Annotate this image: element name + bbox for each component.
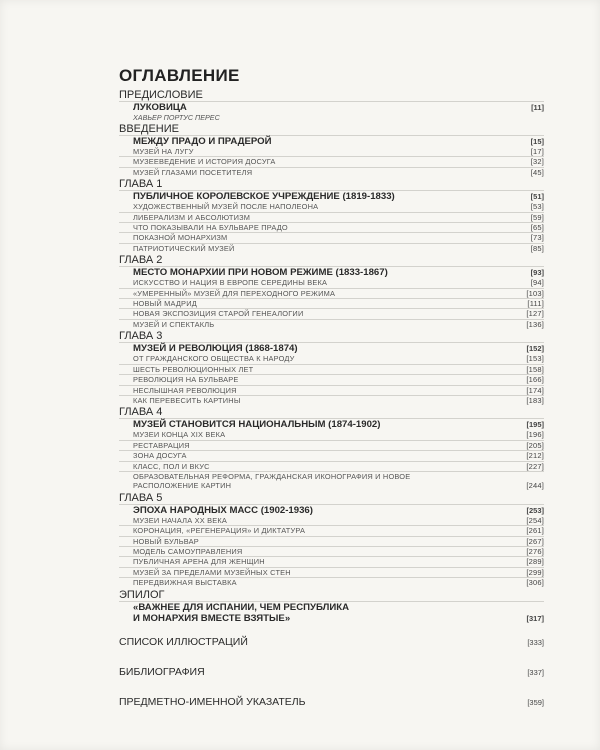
toc-subentry[interactable] <box>119 213 544 223</box>
chapter-entry[interactable] <box>119 419 544 430</box>
toc-subentry[interactable] <box>119 472 544 481</box>
page-number: [136] <box>526 319 544 329</box>
toc-subentry[interactable] <box>119 481 544 490</box>
toc-subentry[interactable] <box>119 462 544 472</box>
page-number: [333] <box>527 637 544 647</box>
subentry-title: МУЗЕЙ ЗА ПРЕДЕЛАМИ МУЗЕЙНЫХ СТЕН <box>133 567 291 577</box>
chapter-entry[interactable] <box>119 102 544 113</box>
subentry-title: НОВЫЙ МАДРИД <box>133 299 197 309</box>
section-label: ГЛАВА 5 <box>119 492 544 505</box>
subentry-title: МУЗЕЙ ГЛАЗАМИ ПОСЕТИТЕЛЯ <box>133 167 253 177</box>
toc-subentry[interactable] <box>119 557 544 567</box>
subentry-title: МУЗЕИ НАЧАЛА XX ВЕКА <box>133 515 227 525</box>
spacer <box>119 648 544 666</box>
subentry-title: ШЕСТЬ РЕВОЛЮЦИОННЫХ ЛЕТ <box>133 364 254 374</box>
subentry-title: МУЗЕЙ И СПЕКТАКЛЬ <box>133 319 215 329</box>
toc-subentry[interactable] <box>119 289 544 299</box>
subentry-title: ПАТРИОТИЧЕСКИЙ МУЗЕЙ <box>133 243 235 253</box>
backmatter-entry[interactable] <box>119 666 544 678</box>
backmatter-title: ПРЕДМЕТНО-ИМЕННОЙ УКАЗАТЕЛЬ <box>119 695 306 708</box>
page-number: [317] <box>526 613 544 623</box>
page-number: [127] <box>526 309 544 319</box>
page-number: [244] <box>526 481 544 491</box>
page-number: [111] <box>527 299 544 309</box>
page-number: [93] <box>530 268 544 278</box>
chapter-entry[interactable] <box>119 505 544 516</box>
subentry-title: ПОКАЗНОЙ МОНАРХИЗМ <box>133 233 228 243</box>
subentry-title: ПУБЛИЧНАЯ АРЕНА ДЛЯ ЖЕНЩИН <box>133 557 265 567</box>
backmatter-entry[interactable] <box>119 696 544 708</box>
chapter-title: МЕСТО МОНАРХИИ ПРИ НОВОМ РЕЖИМЕ (1833-1867) <box>133 267 388 279</box>
page-number: [267] <box>526 536 544 546</box>
page-number: [212] <box>526 451 544 461</box>
page-number: [299] <box>526 567 544 577</box>
subentry-title: ЗОНА ДОСУГА <box>133 451 187 461</box>
page-number: [59] <box>530 212 544 222</box>
page-number: [94] <box>530 278 544 288</box>
toc-subentry[interactable] <box>119 386 544 396</box>
toc-subentry[interactable] <box>119 168 544 177</box>
page-number: [261] <box>526 526 544 536</box>
section-label: ГЛАВА 4 <box>119 406 544 419</box>
subentry-title: ОБРАЗОВАТЕЛЬНАЯ РЕФОРМА, ГРАЖДАНСКАЯ ИКОНОГРАФИЯ И НОВОЕ <box>133 471 411 481</box>
chapter-entry[interactable] <box>119 136 544 147</box>
page-number: [153] <box>526 354 544 364</box>
page-number: [183] <box>526 395 544 405</box>
toc-subentry[interactable] <box>119 157 544 167</box>
toc-subentry[interactable] <box>119 537 544 547</box>
page-number: [15] <box>530 137 544 146</box>
subentry-title: ХУДОЖЕСТВЕННЫЙ МУЗЕЙ ПОСЛЕ НАПОЛЕОНА <box>133 202 319 212</box>
chapter-entry[interactable] <box>119 191 544 202</box>
toc-subentry[interactable] <box>119 375 544 385</box>
chapter-title: ЭПОХА НАРОДНЫХ МАСС (1902-1936) <box>133 504 313 516</box>
subentry-title: МОДЕЛЬ САМОУПРАВЛЕНИЯ <box>133 546 243 556</box>
page-number: [53] <box>530 202 544 212</box>
toc-subentry[interactable] <box>119 223 544 233</box>
backmatter-entry[interactable] <box>119 636 544 648</box>
subentry-title: «УМЕРЕННЫЙ» МУЗЕЙ ДЛЯ ПЕРЕХОДНОГО РЕЖИМА <box>133 288 336 298</box>
toc-subentry[interactable] <box>119 441 544 451</box>
chapter-title: МЕЖДУ ПРАДО И ПРАДЕРОЙ <box>133 136 272 147</box>
page-number: [17] <box>530 147 544 156</box>
page-number: [85] <box>530 243 544 253</box>
page-number: [11] <box>531 103 544 112</box>
page-number: [254] <box>526 515 544 525</box>
spacer <box>119 624 544 636</box>
subentry-title: РЕСТАВРАЦИЯ <box>133 440 190 450</box>
chapter-title: МУЗЕЙ И РЕВОЛЮЦИЯ (1868-1874) <box>133 343 298 355</box>
section-label: ГЛАВА 1 <box>119 178 544 191</box>
page-number: [103] <box>526 288 544 298</box>
table-of-contents <box>119 66 544 708</box>
subentry-title: НОВЫЙ БУЛЬВАР <box>133 536 199 546</box>
toc-subentry[interactable] <box>119 547 544 557</box>
page-number: [65] <box>530 223 544 233</box>
page-number: [253] <box>526 505 544 515</box>
spacer <box>119 678 544 696</box>
page-number: [227] <box>526 461 544 471</box>
toc-subentry[interactable] <box>119 430 544 440</box>
subentry-title: КАК ПЕРЕВЕСИТЬ КАРТИНЫ <box>133 395 241 405</box>
toc-subentry[interactable] <box>119 578 544 587</box>
chapter-title: ЛУКОВИЦА <box>133 102 187 113</box>
chapter-entry[interactable] <box>119 613 544 624</box>
page-number: [158] <box>526 364 544 374</box>
page-number: [51] <box>530 192 544 202</box>
toc-subentry[interactable] <box>119 516 544 526</box>
toc-subentry[interactable] <box>119 278 544 288</box>
page-number: [166] <box>526 375 544 385</box>
subentry-title: КЛАСС, ПОЛ И ВКУС <box>133 461 210 471</box>
page-number: [73] <box>530 233 544 243</box>
page-number: [32] <box>530 157 544 167</box>
chapter-title: МУЗЕЙ СТАНОВИТСЯ НАЦИОНАЛЬНЫМ (1874-1902) <box>133 419 381 431</box>
section-label: ВВЕДЕНИЕ <box>119 123 544 136</box>
toc-subentry[interactable] <box>119 354 544 364</box>
toc-subentry[interactable] <box>119 309 544 319</box>
toc-subentry[interactable] <box>119 451 544 461</box>
page-number: [205] <box>526 440 544 450</box>
section-label: ГЛАВА 3 <box>119 330 544 343</box>
chapter-entry[interactable] <box>119 267 544 278</box>
page-number: [289] <box>526 557 544 567</box>
subentry-title: ЛИБЕРАЛИЗМ И АБСОЛЮТИЗМ <box>133 212 251 222</box>
subentry-title: МУЗЕЕВЕДЕНИЕ И ИСТОРИЯ ДОСУГА <box>133 157 276 167</box>
backmatter-title: СПИСОК ИЛЛЮСТРАЦИЙ <box>119 635 248 648</box>
toc-heading: ОГЛАВЛЕНИЕ <box>119 66 240 85</box>
toc-subentry[interactable] <box>119 526 544 536</box>
subentry-title: ПЕРЕДВИЖНАЯ ВЫСТАВКА <box>133 578 237 588</box>
subentry-title: НЕСЛЫШНАЯ РЕВОЛЮЦИЯ <box>133 385 237 395</box>
subentry-title: НОВАЯ ЭКСПОЗИЦИЯ СТАРОЙ ГЕНЕАЛОГИИ <box>133 309 304 319</box>
toc-subentry[interactable] <box>119 299 544 309</box>
chapter-title: ПУБЛИЧНОЕ КОРОЛЕВСКОЕ УЧРЕЖДЕНИЕ (1819-1833) <box>133 191 395 203</box>
author-name: ХАВЬЕР ПОРТУС ПЕРЕС <box>133 113 220 122</box>
page-number: [152] <box>526 344 544 354</box>
backmatter-title: БИБЛИОГРАФИЯ <box>119 665 205 678</box>
toc-subentry[interactable] <box>119 233 544 243</box>
subentry-title: ИСКУССТВО И НАЦИЯ В ЕВРОПЕ СЕРЕДИНЫ ВЕКА <box>133 278 328 288</box>
toc-subentry[interactable] <box>119 244 544 253</box>
toc-subentry[interactable] <box>119 365 544 375</box>
chapter-entry[interactable] <box>119 343 544 354</box>
toc-subentry[interactable] <box>119 202 544 212</box>
subentry-title: РЕВОЛЮЦИЯ НА БУЛЬВАРЕ <box>133 375 239 385</box>
section-label: ЭПИЛОГ <box>119 589 544 602</box>
subentry-title: МУЗЕЙ НА ЛУГУ <box>133 147 194 156</box>
epilogue-title-line[interactable]: «ВАЖНЕЕ ДЛЯ ИСПАНИИ, ЧЕМ РЕСПУБЛИКА <box>133 601 350 613</box>
subentry-title: ЧТО ПОКАЗЫВАЛИ НА БУЛЬВАРЕ ПРАДО <box>133 223 288 233</box>
chapter-title: И МОНАРХИЯ ВМЕСТЕ ВЗЯТЫЕ» <box>133 612 291 624</box>
page-number: [337] <box>527 667 544 677</box>
subentry-title: КОРОНАЦИЯ, «РЕГЕНЕРАЦИЯ» И ДИКТАТУРА <box>133 526 306 536</box>
toc-subentry[interactable] <box>119 320 544 329</box>
page-number: [306] <box>526 578 544 588</box>
page-number: [195] <box>526 420 544 430</box>
page-number: [45] <box>530 167 544 177</box>
subentry-title: МУЗЕИ КОНЦА XIX ВЕКА <box>133 430 226 440</box>
page-number: [174] <box>526 385 544 395</box>
toc-subentry[interactable] <box>119 396 544 405</box>
toc-subentry[interactable] <box>119 147 544 157</box>
section-label: ПРЕДИСЛОВИЕ <box>119 89 544 102</box>
section-label: ГЛАВА 2 <box>119 254 544 267</box>
toc-subentry[interactable] <box>119 568 544 578</box>
subentry-title: ОТ ГРАЖДАНСКОГО ОБЩЕСТВА К НАРОДУ <box>133 354 295 364</box>
subentry-title: РАСПОЛОЖЕНИЕ КАРТИН <box>133 481 232 491</box>
page-number: [276] <box>526 546 544 556</box>
page-number: [196] <box>526 430 544 440</box>
page-number: [359] <box>527 697 544 707</box>
